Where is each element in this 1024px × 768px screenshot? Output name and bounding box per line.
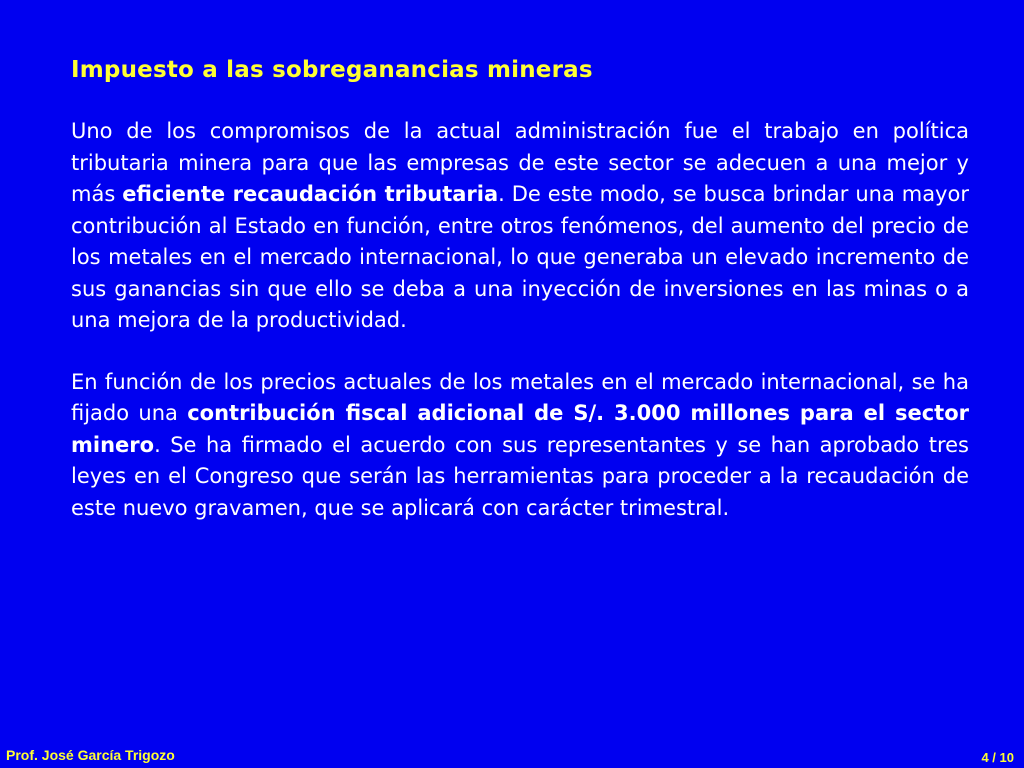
slide-body: [71, 116, 969, 554]
paragraph-1-text-b: . De este modo, se busca brindar una mayor contribución al Estado en función, entre otros fenómenos, del aumento del precio de los metales en el mercado internacional, lo que generaba un elevado incremento de sus ganancias sin que ello se deba a una inyección de inversiones en las minas o a una mejora de la productividad.: [71, 182, 969, 332]
paragraph-1: [71, 116, 969, 337]
paragraph-1-text-a: Uno de los compromisos de la actual administración fue el trabajo en política tributaria minera para que las empresas de este sector se adecuen a una mejor y más: [71, 119, 969, 206]
paragraph-2: [71, 367, 969, 525]
paragraph-1-bold: eficiente recaudación tributaria: [122, 182, 499, 206]
slide-title: Impuesto a las sobreganancias mineras: [71, 57, 593, 83]
page-number: 4 / 10: [981, 750, 1014, 765]
paragraph-2-text-a: En función de los precios actuales de los metales en el mercado internacional, se ha fijado una: [71, 369, 969, 425]
paragraph-2-bold: contribución fiscal adicional de S/. 3.000 millones para el sector minero: [71, 401, 969, 457]
footer-author: Prof. José García Trigozo: [6, 747, 175, 763]
paragraph-2-text-b: . Se ha firmado el acuerdo con sus representantes y se han aprobado tres leyes en el Congreso que serán las herramientas para proceder a la recaudación de este nuevo gravamen, que se aplicará con carácter trimestral.: [71, 432, 969, 520]
